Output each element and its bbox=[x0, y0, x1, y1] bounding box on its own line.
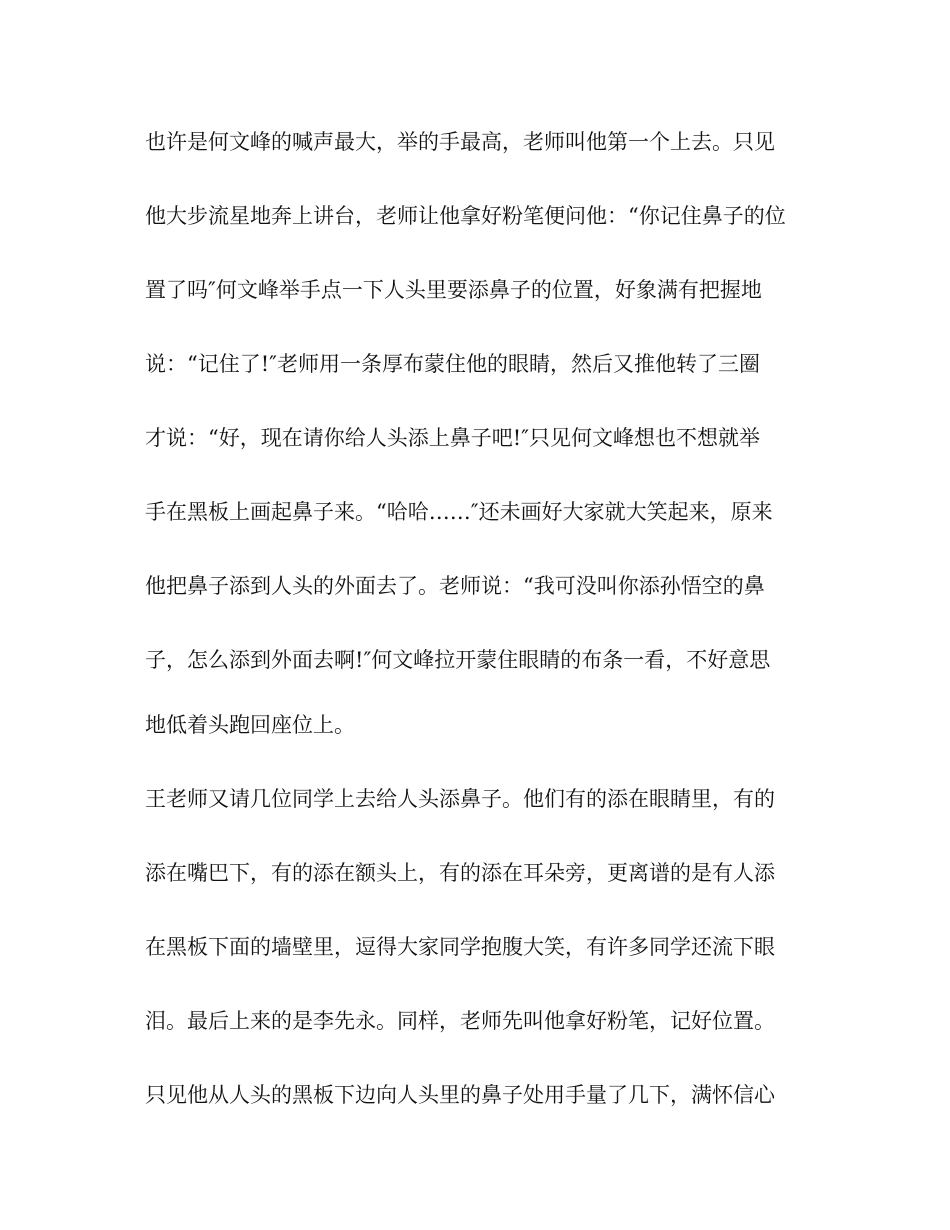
text-line: 地低着头跑回座位上。 bbox=[145, 713, 355, 737]
text-line: 他把鼻子添到人头的外面去了。老师说：“我可没叫你添孙悟空的鼻 bbox=[145, 574, 765, 598]
text-line: 只见他从人头的黑板下边向人头里的鼻子处用手量了几下，满怀信心 bbox=[145, 1083, 775, 1107]
text-line: 他大步流星地奔上讲台，老师让他拿好粉笔便问他：“你记住鼻子的位 bbox=[145, 204, 786, 228]
text-line: 子，怎么添到外面去啊!″何文峰拉开蒙住眼睛的布条一看，不好意思 bbox=[145, 648, 771, 672]
text-line: 添在嘴巴下，有的添在额头上，有的添在耳朵旁，更离谱的是有人添 bbox=[145, 861, 775, 885]
text-line: 泪。最后上来的是李先永。同样，老师先叫他拿好粉笔，记好位置。 bbox=[145, 1009, 775, 1033]
text-line: 手在黑板上画起鼻子来。“哈哈……″还未画好大家就大笑起来，原来 bbox=[145, 500, 773, 524]
text-line: 也许是何文峰的喊声最大，举的手最高，老师叫他第一个上去。只见 bbox=[145, 130, 775, 154]
text-line: 在黑板下面的墙壁里，逗得大家同学抱腹大笑，有许多同学还流下眼 bbox=[145, 935, 775, 959]
text-line: 王老师又请几位同学上去给人头添鼻子。他们有的添在眼睛里，有的 bbox=[145, 787, 775, 811]
text-line: 说：“记住了!″老师用一条厚布蒙住他的眼睛，然后又推他转了三圈 bbox=[145, 352, 761, 376]
text-line: 才说：“好，现在请你给人头添上鼻子吧!″只见何文峰想也不想就举 bbox=[145, 426, 761, 450]
text-line: 置了吗″何文峰举手点一下人头里要添鼻子的位置，好象满有把握地 bbox=[145, 278, 762, 302]
